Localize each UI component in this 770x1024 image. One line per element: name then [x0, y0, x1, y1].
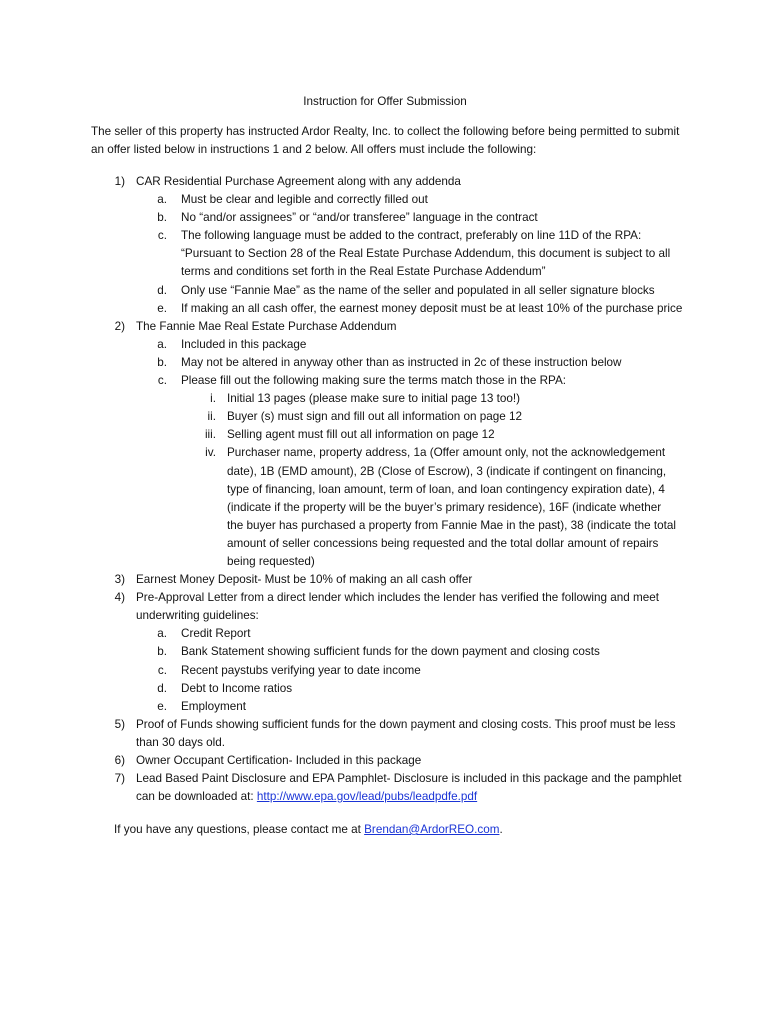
roman-item-marker: iv. [205, 446, 216, 460]
closing-suffix: . [499, 823, 503, 836]
roman-item-text: the buyer has purchased a property from Fannie Mae in the past), 38 (indicate the total [227, 518, 676, 532]
roman-item-continuation [0, 463, 770, 481]
sub-item-text: Recent paystubs verifying year to date income [181, 663, 421, 677]
sub-item-marker: b. [157, 355, 167, 369]
item-text: Lead Based Paint Disclosure and EPA Pamphlet- Disclosure is included in this package and the pamphlet [136, 772, 682, 786]
sub-item-text: Only use “Fannie Mae” as the name of the seller and populated in all seller signature blocks [181, 283, 655, 297]
item-text: Owner Occupant Certification- Included in this package [136, 754, 422, 767]
roman-item [0, 426, 770, 444]
sub-item-text: Bank Statement showing sufficient funds for the down payment and closing costs [181, 645, 600, 659]
sub-item-marker: c. [157, 374, 167, 388]
roman-item-continuation [0, 553, 770, 571]
sub-item-marker: a. [157, 337, 167, 351]
closing-prefix: If you have any questions, please contact me at [114, 823, 365, 836]
sub-item [0, 372, 770, 390]
item-text: Earnest Money Deposit- Must be 10% of making an all cash offer [136, 573, 473, 587]
sub-item [0, 662, 770, 680]
roman-item-marker: iii. [204, 428, 216, 442]
intro-paragraph: The seller of this property has instructed Ardor Realty, Inc. to collect the following before being permitted to submit an offer listed below in instructions 1 and 2 below. All offers must include the following: [91, 125, 680, 156]
list-item-continuation [0, 607, 770, 625]
item-marker: 7) [114, 772, 125, 786]
roman-item-text: type of financing, loan amount, term of loan, and loan contingency expiration date), 4 [227, 482, 665, 496]
roman-item-text: amount of seller concessions being requested and the total dollar amount of repairs [227, 536, 659, 550]
roman-item-text: date), 1B (EMD amount), 2B (Close of Escrow), 3 (indicate if contingent on financing, [227, 464, 667, 478]
item-marker: 2) [114, 319, 125, 333]
sub-item-text: The following language must be added to the contract, preferably on line 11D of the RPA: [181, 229, 642, 243]
sub-item-text: May not be altered in anyway other than as instructed in 2c of these instruction below [181, 355, 622, 369]
list-item [0, 318, 770, 336]
sub-item-continuation [0, 245, 770, 263]
list-item [0, 589, 770, 607]
roman-item [0, 408, 770, 426]
roman-item-continuation [0, 517, 770, 535]
roman-item [0, 390, 770, 408]
sub-item-continuation [0, 263, 770, 281]
item-text: CAR Residential Purchase Agreement along with any addenda [136, 175, 461, 188]
roman-item-text: (indicate if the property will be the buyer’s primary residence), 16F (indicate whether [227, 500, 662, 514]
sub-item-text: Must be clear and legible and correctly filled out [181, 193, 428, 207]
sub-item [0, 680, 770, 698]
sub-item [0, 300, 770, 318]
sub-item [0, 625, 770, 643]
list-item-continuation [0, 788, 770, 806]
link-prefix-text: can be downloaded at: [136, 790, 257, 804]
roman-item-marker: ii. [207, 410, 216, 424]
roman-item [0, 444, 770, 462]
item-marker: 1) [114, 175, 125, 188]
sub-item-marker: d. [157, 681, 167, 695]
roman-item-marker: i. [210, 392, 216, 406]
sub-item-text: No “and/or assignees” or “and/or transferee” language in the contract [181, 211, 538, 225]
list-item [0, 716, 770, 734]
list-item [0, 571, 770, 589]
item-text: Proof of Funds showing sufficient funds for the down payment and closing costs. This proof must be less [136, 717, 676, 731]
closing-paragraph [114, 821, 503, 839]
contact-email-link[interactable]: Brendan@ArdorREO.com [364, 823, 500, 836]
sub-item-text: Credit Report [181, 627, 251, 641]
item-text: The Fannie Mae Real Estate Purchase Addendum [136, 319, 397, 333]
document-title: Instruction for Offer Submission [303, 95, 467, 108]
sub-item-text: Debt to Income ratios [181, 681, 293, 695]
sub-item [0, 282, 770, 300]
sub-item [0, 336, 770, 354]
sub-item-text: If making an all cash offer, the earnest money deposit must be at least 10% of the purchase price [181, 301, 683, 315]
sub-item-marker: a. [157, 193, 167, 207]
item-marker: 4) [114, 591, 125, 605]
roman-item-continuation [0, 499, 770, 517]
instruction-list [0, 173, 770, 806]
sub-item-marker: d. [157, 283, 167, 297]
roman-item-text: Initial 13 pages (please make sure to initial page 13 too!) [227, 392, 521, 406]
sub-item-text: Please fill out the following making sure the terms match those in the RPA: [181, 374, 567, 388]
item-text: underwriting guidelines: [136, 609, 259, 623]
item-marker: 3) [114, 573, 125, 587]
sub-item-marker: b. [157, 211, 167, 225]
sub-item-marker: a. [157, 627, 167, 641]
sub-item-text: Included in this package [181, 337, 307, 351]
item-marker: 6) [114, 754, 125, 767]
sub-item [0, 354, 770, 372]
item-text: Pre-Approval Letter from a direct lender which includes the lender has verified the following and meet [136, 591, 659, 605]
sub-item-marker: b. [157, 645, 167, 659]
roman-item-text: Buyer (s) must sign and fill out all information on page 12 [227, 410, 522, 424]
sub-item [0, 191, 770, 209]
roman-item-text: Selling agent must fill out all information on page 12 [227, 428, 495, 442]
list-item [0, 770, 770, 788]
sub-item-marker: e. [157, 301, 167, 315]
sub-item-marker: c. [157, 663, 167, 677]
roman-item-text: being requested) [227, 554, 315, 568]
sub-item-marker: c. [157, 229, 167, 243]
item-text-with-link [136, 788, 477, 806]
sub-item [0, 209, 770, 227]
roman-item-continuation [0, 481, 770, 499]
sub-item-text: “Pursuant to Section 28 of the Real Estate Purchase Addendum, this document is subject to all [181, 247, 671, 261]
roman-item-text: Purchaser name, property address, 1a (Offer amount only, not the acknowledgement [227, 446, 666, 460]
list-item-continuation [0, 734, 770, 752]
sub-item [0, 227, 770, 245]
sub-item-marker: e. [157, 699, 167, 713]
epa-pamphlet-link[interactable]: http://www.epa.gov/lead/pubs/leadpdfe.pdf [256, 790, 478, 804]
sub-item [0, 698, 770, 716]
list-item [0, 752, 770, 770]
item-marker: 5) [114, 717, 125, 731]
item-text: than 30 days old. [136, 735, 226, 749]
sub-item-text: terms and conditions set forth in the Real Estate Purchase Addendum” [181, 265, 546, 279]
sub-item [0, 643, 770, 661]
roman-item-continuation [0, 535, 770, 553]
sub-item-text: Employment [181, 699, 246, 713]
list-item [0, 173, 770, 191]
